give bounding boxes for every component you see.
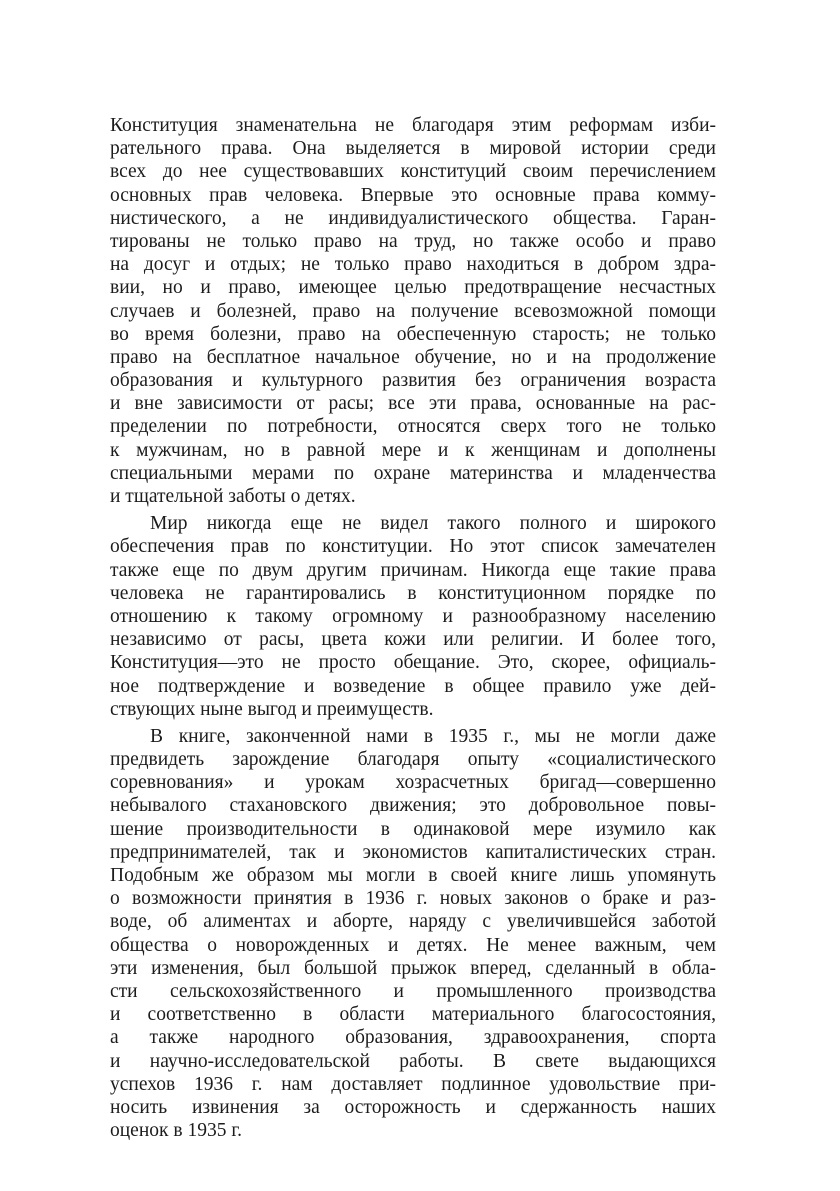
- text-line: В книге, законченной нами в 1935 г., мы не могли даже: [150, 725, 716, 747]
- text-line: случаев и болезней, право на получение всевозможной помощи: [110, 300, 716, 322]
- text-line: специальными мерами по охране материнства и младенчества: [110, 462, 716, 484]
- text-line: о возможности принятия в 1936 г. новых законов о браке и раз-: [110, 888, 716, 910]
- text-line: Конституция—это не просто обещание. Это, скорее, официаль-: [110, 652, 716, 674]
- text-line: вии, но и право, имеющее целью предотвращение несчастных: [110, 277, 716, 299]
- text-line: а также народного образования, здравоохранения, спорта: [110, 1027, 716, 1049]
- text-line: нистического, а не индивидуалистического общества. Гаран-: [110, 207, 716, 229]
- text-line: независимо от расы, цвета кожи или религии. И более того,: [110, 629, 716, 651]
- text-line: небывалого стахановского движения; это добровольное повы-: [110, 795, 716, 817]
- text-line: тированы не только право на труд, но также особо и право: [110, 230, 716, 252]
- text-line: к мужчинам, но в равной мере и к женщинам и дополнены: [110, 439, 716, 461]
- text-line: носить извинения за осторожность и сдержанность наших: [110, 1096, 716, 1118]
- paragraph: [110, 114, 716, 508]
- text-line: право на бесплатное начальное обучение, но и на продолжение: [110, 346, 716, 368]
- text-line: пределении по потребности, относятся сверх того не только: [110, 416, 716, 438]
- text-line: во время болезни, право на обеспеченную старость; не только: [110, 323, 716, 345]
- text-line: рательного права. Она выделяется в мировой истории среди: [110, 138, 716, 160]
- text-line: эти изменения, был большой прыжок вперед, сделанный в обла-: [110, 957, 716, 979]
- text-line: успехов 1936 г. нам доставляет подлинное удовольствие при-: [110, 1073, 716, 1095]
- text-line: отношению к такому огромному и разнообразному населению: [110, 605, 716, 627]
- text-line: также еще по двум другим причинам. Никогда еще такие права: [110, 559, 716, 581]
- text-line: соревнования» и урокам хозрасчетных бригад—совершенно: [110, 772, 716, 794]
- text-line: предвидеть зарождение благодаря опыту «социалистического: [110, 749, 716, 771]
- text-line: обеспечения прав по конституции. Но этот список замечателен: [110, 536, 716, 558]
- text-line: Мир никогда еще не видел такого полного и широкого: [150, 513, 716, 535]
- text-line: и тщательной заботы о детях.: [110, 486, 356, 507]
- text-line: воде, об алиментах и аборте, наряду с увеличившейся заботой: [110, 911, 716, 933]
- text-line: Конституция знаменательна не благодаря этим реформам изби-: [110, 115, 716, 136]
- text-line: оценок в 1935 г.: [110, 1120, 243, 1142]
- text-line: Подобным же образом мы могли в своей книге лишь упомянуть: [110, 865, 716, 886]
- text-line: ное подтверждение и возведение в общее правило уже дей-: [110, 675, 716, 697]
- text-line: на досуг и отдых; не только право находиться в добром здра-: [110, 254, 716, 276]
- text-line: сти сельскохозяйственного и промышленного производства: [110, 980, 716, 1002]
- text-line: образования и культурного развития без ограничения возраста: [110, 370, 716, 392]
- text-line: ствующих ныне выгод и преимуществ.: [110, 698, 434, 720]
- body-text: [110, 114, 716, 1142]
- text-line: шение производительности в одинаковой мере изумило как: [110, 818, 716, 840]
- text-line: и соответственно в области материального благосостояния,: [110, 1004, 716, 1026]
- text-line: основных прав человека. Впервые это основные права комму-: [110, 184, 716, 206]
- text-line: всех до нее существовавших конституций своим перечислением: [110, 161, 716, 183]
- text-line: и научно-исследовательской работы. В свете выдающихся: [110, 1050, 716, 1072]
- text-line: и вне зависимости от расы; все эти права, основанные на рас-: [110, 393, 716, 415]
- paragraph: [110, 725, 716, 1142]
- paragraph: [110, 512, 716, 721]
- text-line: предпринимателей, так и экономистов капиталистических стран.: [110, 841, 716, 863]
- text-line: человека не гарантировались в конституционном порядке по: [110, 582, 716, 604]
- text-line: общества о новорожденных и детях. Не менее важным, чем: [110, 934, 716, 956]
